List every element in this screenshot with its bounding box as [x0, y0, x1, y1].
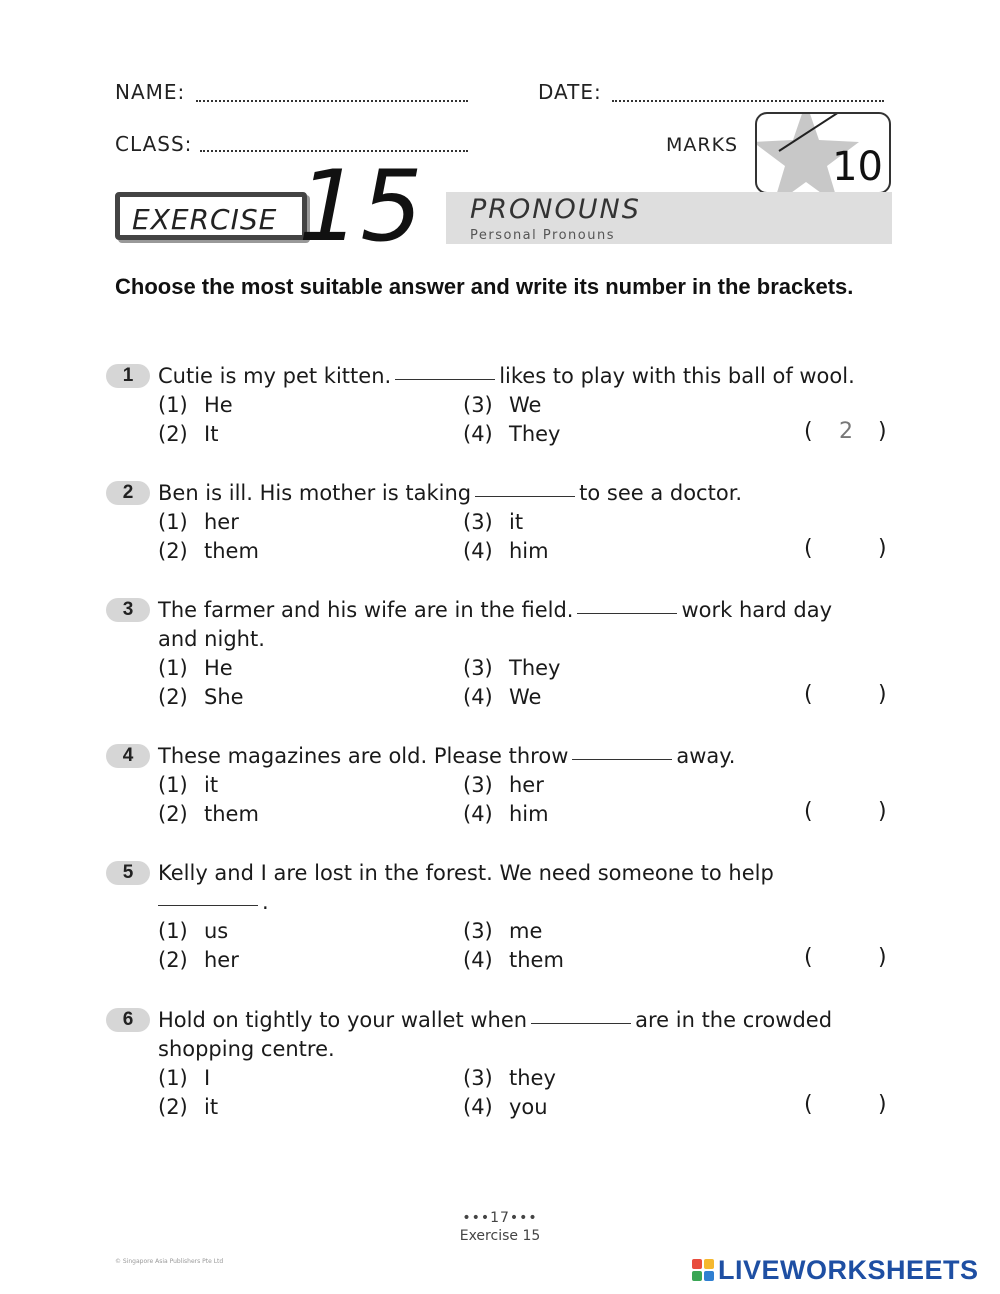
question-4 — [106, 742, 896, 832]
copyright: © Singapore Asia Publishers Pte Ltd — [115, 1258, 224, 1265]
option-4: (4) them — [463, 948, 564, 972]
question-text: Hold on tightly to your wallet when are in the crowded shopping centre. — [158, 1008, 833, 1061]
option-2: (2) She — [158, 685, 244, 709]
option-2: (2) It — [158, 422, 219, 446]
question-1 — [106, 362, 896, 452]
question-number: 5 — [106, 861, 150, 885]
answer-blank — [531, 1023, 631, 1024]
answer-blank — [475, 496, 575, 497]
option-2: (2) them — [158, 539, 259, 563]
question-3 — [106, 596, 896, 716]
logo-square — [692, 1259, 702, 1269]
question-number: 3 — [106, 598, 150, 622]
option-3: (3) We — [463, 393, 542, 417]
bracket-close: ) — [878, 1092, 887, 1117]
answer-blank — [577, 613, 677, 614]
liveworksheets-logo[interactable] — [692, 1253, 979, 1287]
exercise-box — [115, 192, 307, 240]
bracket-open: ( — [804, 536, 813, 561]
option-2: (2) it — [158, 1095, 219, 1119]
logo-square — [704, 1271, 714, 1281]
topic-bar — [446, 192, 892, 244]
question-text: Ben is ill. His mother is taking to see a doctor. — [158, 481, 743, 505]
marks-total: 10 — [832, 144, 883, 190]
option-1: (1) I — [158, 1066, 211, 1090]
topic-title: PRONOUNS — [470, 194, 641, 225]
name-label: NAME: — [115, 80, 186, 104]
bracket-close: ) — [878, 799, 887, 824]
instructions: Choose the most suitable answer and write its number in the brackets. — [115, 274, 854, 299]
question-2 — [106, 479, 896, 569]
name-field[interactable] — [196, 100, 468, 102]
bracket-open: ( — [804, 419, 813, 444]
answer-blank — [158, 905, 258, 906]
option-3: (3) me — [463, 919, 543, 943]
option-4: (4) him — [463, 539, 549, 563]
question-number: 6 — [106, 1008, 150, 1032]
exercise-number: 15 — [298, 150, 423, 264]
question-text: These magazines are old. Please throw away. — [158, 744, 736, 768]
logo-square — [692, 1271, 702, 1281]
topic-subtitle: Personal Pronouns — [470, 228, 615, 243]
option-4: (4) They — [463, 422, 561, 446]
bracket-open: ( — [804, 1092, 813, 1117]
question-number: 1 — [106, 364, 150, 388]
question-text: The farmer and his wife are in the field. work hard day and night. — [158, 598, 833, 651]
question-text: Kelly and I are lost in the forest. We need someone to help . — [158, 861, 774, 914]
bracket-open: ( — [804, 945, 813, 970]
option-2: (2) her — [158, 948, 239, 972]
option-4: (4) We — [463, 685, 542, 709]
bracket-close: ) — [878, 536, 887, 561]
option-3: (3) They — [463, 656, 561, 680]
date-field[interactable] — [612, 100, 884, 102]
question-number: 4 — [106, 744, 150, 768]
exercise-reference: Exercise 15 — [459, 1228, 541, 1244]
marks-label: MARKS — [666, 134, 739, 156]
logo-text: LIVEWORKSHEETS — [718, 1254, 979, 1285]
option-3: (3) her — [463, 773, 544, 797]
option-1: (1) her — [158, 510, 239, 534]
question-6 — [106, 1006, 896, 1126]
option-1: (1) He — [158, 393, 233, 417]
option-1: (1) it — [158, 773, 219, 797]
marks-badge — [755, 112, 891, 194]
class-label: CLASS: — [115, 132, 193, 156]
exercise-label: EXERCISE — [132, 203, 278, 236]
bracket-open: ( — [804, 682, 813, 707]
page-number: •••17••• — [462, 1210, 538, 1226]
logo-square — [704, 1259, 714, 1269]
answer-blank — [572, 759, 672, 760]
bracket-close: ) — [878, 419, 887, 444]
option-1: (1) us — [158, 919, 229, 943]
answer-input[interactable]: 2 — [839, 419, 853, 444]
option-3: (3) they — [463, 1066, 556, 1090]
question-number: 2 — [106, 481, 150, 505]
option-1: (1) He — [158, 656, 233, 680]
question-text: Cutie is my pet kitten. likes to play with this ball of wool. — [158, 364, 855, 388]
option-4: (4) him — [463, 802, 549, 826]
answer-blank — [395, 379, 495, 380]
option-2: (2) them — [158, 802, 259, 826]
bracket-open: ( — [804, 799, 813, 824]
option-3: (3) it — [463, 510, 524, 534]
logo-squares-icon — [692, 1259, 714, 1281]
date-label: DATE: — [538, 80, 602, 104]
bracket-close: ) — [878, 682, 887, 707]
option-4: (4) you — [463, 1095, 548, 1119]
question-5 — [106, 859, 896, 979]
bracket-close: ) — [878, 945, 887, 970]
